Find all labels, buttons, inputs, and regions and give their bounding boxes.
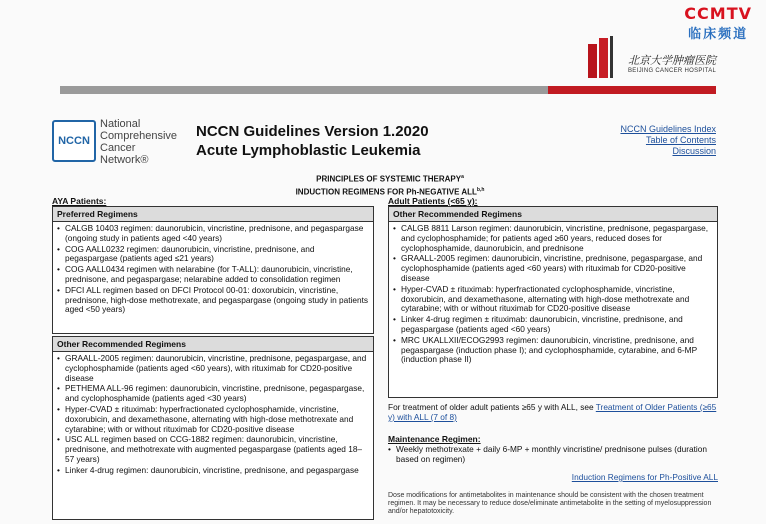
maintenance-heading: Maintenance Regimen: <box>388 434 481 444</box>
older-patients-link[interactable]: Treatment of Older Patients (≥65 y) with ALL (7 of 8) <box>388 402 717 422</box>
list-item: • CALGB 10403 regimen: daunorubicin, vincristine, prednisone, and pegaspargase (ongoing study in patients aged <40 years) <box>57 224 369 244</box>
list-item: • Linker 4-drug regimen: daunorubicin, vincristine, prednisone, and pegaspargase <box>57 466 369 476</box>
list-item: • USC ALL regimen based on CCG-1882 regimen: daunorubicin, vincristine, prednisone, and methotrexate with augmented pegaspargase (patients aged 18–57 years) <box>57 435 369 464</box>
table-of-contents-link[interactable]: Table of Contents <box>645 135 716 145</box>
list-item: • GRAALL-2005 regimen: daunorubicin, vincristine, prednisone, pegaspargase, and cyclophosphamide (patients aged <60 years), with rituximab for CD20-positive disease <box>57 354 369 383</box>
hospital-name-en: BEIJING CANCER HOSPITAL <box>628 68 717 74</box>
adult-other-box <box>388 206 718 398</box>
list-item: • Weekly methotrexate + daily 6-MP + monthly vincristine/ prednisone pulses (duration based on regimen) <box>388 444 707 464</box>
list-item: • MRC UKALLXII/ECOG2993 regimen: daunorubicin, vincristine, prednisone, and pegaspargase (induction phase I); and cyclophosphamide, cytarabine, and 6-MP (induction phase II) <box>393 336 713 365</box>
hospital-name-cn: 北京大学肿瘤医院 <box>628 54 716 67</box>
aya-preferred-box <box>52 206 374 334</box>
ph-positive-link[interactable]: Induction Regimens for Ph-Positive ALL <box>571 472 718 482</box>
list-item: • DFCI ALL regimen based on DFCI Protocol 00-01: doxorubicin, vincristine, prednisone, high-dose methotrexate, and pegaspargase (ongoing study in patients aged <50 years) <box>57 286 369 315</box>
hospital-logo <box>588 36 716 78</box>
page-title: NCCN Guidelines Version 1.2020 Acute Lymphoblastic Leukemia <box>196 123 429 159</box>
ccmtv-sub: 临床频道 <box>688 27 749 42</box>
list-item: • Hyper-CVAD ± rituximab: hyperfractionated cyclophosphamide, vincristine, doxorubicin, and dexamethasone, alternating with high-dose methotrexate and cytarabine; with or without rituximab for CD20-positive disease <box>393 285 713 314</box>
aya-other-header: Other Recommended Regimens <box>53 337 373 352</box>
list-item: • PETHEMA ALL-96 regimen: daunorubicin, vincristine, prednisone, pegaspargase, and cyclophosphamide (patients aged <30 years) <box>57 384 369 404</box>
hospital-mark-icon <box>588 36 620 78</box>
older-patients-note: For treatment of older adult patients ≥65 y with ALL, see Treatment of Older Patients (≥65 y) with ALL (7 of 8) <box>388 402 717 422</box>
ccmtv-brand: CCMTV <box>684 4 752 23</box>
header-divider-red <box>548 86 716 94</box>
list-item: • Hyper-CVAD ± rituximab: hyperfractionated cyclophosphamide, vincristine, doxorubicin, and dexamethasone, alternating with high-dose methotrexate and cytarabine; with or without rituximab for CD20-positive disease <box>57 405 369 434</box>
aya-other-box <box>52 336 374 520</box>
nav-links <box>620 124 716 157</box>
guidelines-index-link[interactable]: NCCN Guidelines Index <box>620 124 716 134</box>
ph-positive-link-row <box>388 472 718 482</box>
adult-other-header: Other Recommended Regimens <box>389 207 717 222</box>
section-title: PRINCIPLES OF SYSTEMIC THERAPY$^a$ INDUCTION REGIMENS FOR Ph-NEGATIVE ALL$^{b,h}$ <box>295 174 485 197</box>
discussion-link[interactable]: Discussion <box>672 146 716 156</box>
maintenance-section <box>388 434 718 464</box>
header-divider-gray <box>60 86 548 94</box>
list-item: • Linker 4-drug regimen ± rituximab: daunorubicin, vincristine, prednisone, and pegaspargase (patients aged <60 years) <box>393 315 713 335</box>
nccn-logo-icon: NCCN <box>52 120 96 162</box>
list-item: • GRAALL-2005 regimen: daunorubicin, vincristine, prednisone, pegaspargase, and cyclophosphamide (patients aged <60 years) with rituximab for CD20-positive disease <box>393 254 713 283</box>
aya-heading: AYA Patients: <box>52 196 107 206</box>
list-item: • COG AALL0434 regimen with nelarabine (for T-ALL): daunorubicin, vincristine, prednisone, and pegaspargase; nelarabine added to consolidation regimen <box>57 265 369 285</box>
nccn-org-name: National Comprehensive Cancer Network® <box>100 118 178 166</box>
list-item: • CALGB 8811 Larson regimen: daunorubicin, vincristine, prednisone, pegaspargase, and cyclophosphamide; for patients aged ≥60 years, reduced doses for cyclophosphamide, daunorubicin, and prednisone <box>393 224 713 253</box>
adult-heading: Adult Patients (<65 y): <box>388 196 478 206</box>
aya-preferred-header: Preferred Regimens <box>53 207 373 222</box>
list-item: • COG AALL0232 regimen: daunorubicin, vincristine, prednisone, and pegaspargase (patients aged ≤21 years) <box>57 245 369 265</box>
footnote: Dose modifications for antimetabolites in maintenance should be consistent with the chosen treatment regimen. It may be necessary to reduce dose/eliminate antimetabolite in the setting of myelosuppression and/or hepatotoxicity. <box>388 492 712 515</box>
